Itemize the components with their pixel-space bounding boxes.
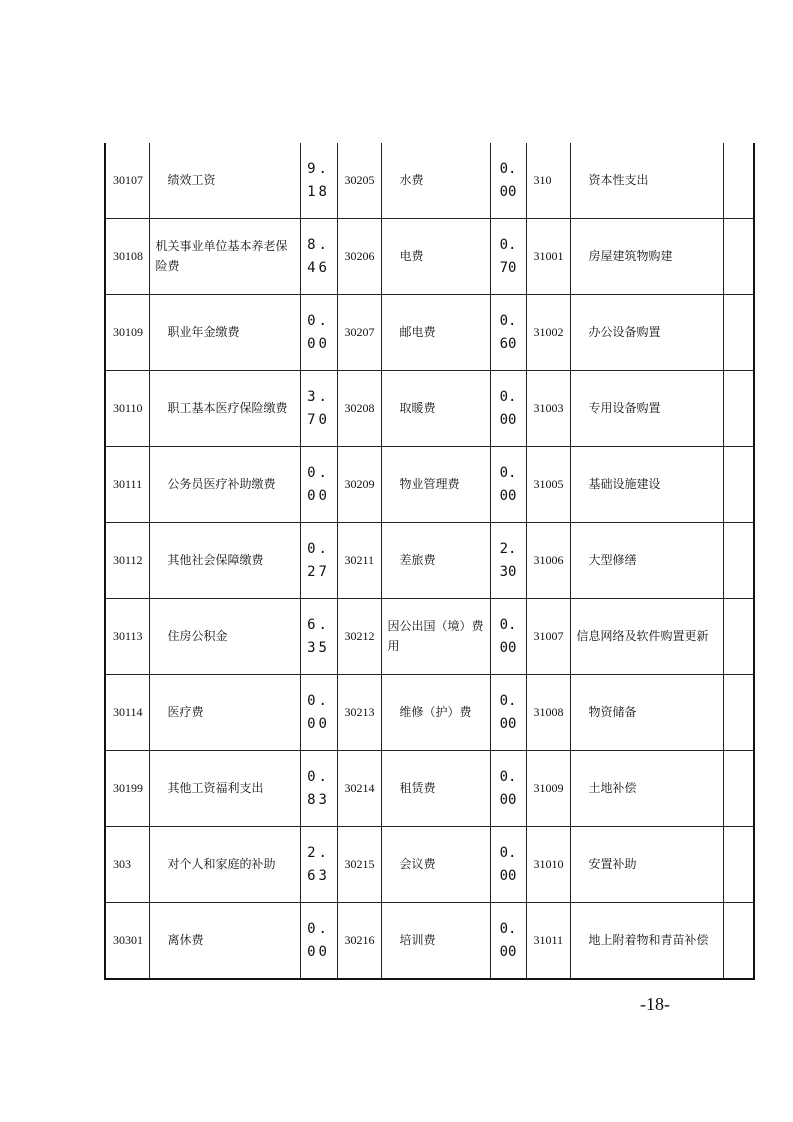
item-name-cell: 培训费 [381,903,490,980]
economic-code-cell: 30216 [337,903,381,980]
amount-cell [300,827,337,903]
expenditure-table [104,143,755,980]
economic-code-cell: 30208 [337,371,381,447]
item-name-cell: 电费 [381,219,490,295]
table-row [105,219,754,295]
amount-cell [300,751,337,827]
amount-value: 6.35 [307,616,330,656]
item-name-cell: 基础设施建设 [570,447,723,523]
economic-code-cell: 303 [105,827,149,903]
economic-code-cell: 30109 [105,295,149,371]
amount-value: 0.00 [499,768,517,808]
item-name-cell: 专用设备购置 [570,371,723,447]
table-row [105,903,754,980]
economic-code-cell: 30199 [105,751,149,827]
economic-code-cell: 31008 [526,675,570,751]
table-row [105,143,754,219]
amount-value: 0.70 [499,236,517,276]
table-row [105,827,754,903]
amount-cell [490,447,526,523]
item-name-cell: 房屋建筑物购建 [570,219,723,295]
item-name-cell: 维修（护）费 [381,675,490,751]
economic-code-cell: 31011 [526,903,570,980]
amount-value: 0.27 [307,540,330,580]
amount-cell-empty [723,599,754,675]
item-name-cell: 职业年金缴费 [149,295,300,371]
item-name-cell: 地上附着物和青苗补偿 [570,903,723,980]
economic-code-cell: 30215 [337,827,381,903]
item-name-cell: 离休费 [149,903,300,980]
amount-value: 0.00 [307,312,330,352]
amount-cell [300,143,337,219]
economic-code-cell: 31007 [526,599,570,675]
amount-value: 0.00 [307,920,330,960]
amount-cell [490,371,526,447]
economic-code-cell: 30212 [337,599,381,675]
economic-code-cell: 30206 [337,219,381,295]
economic-code-cell: 30110 [105,371,149,447]
amount-cell [490,523,526,599]
economic-code-cell: 31006 [526,523,570,599]
table-row [105,675,754,751]
economic-code-cell: 30301 [105,903,149,980]
amount-cell-empty [723,143,754,219]
amount-value: 0.00 [499,844,517,884]
amount-cell [490,903,526,980]
amount-cell [490,295,526,371]
item-name-cell: 职工基本医疗保险缴费 [149,371,300,447]
economic-code-cell: 30209 [337,447,381,523]
amount-value: 0.00 [499,616,517,656]
item-name-cell: 其他工资福利支出 [149,751,300,827]
page-number: -18- [640,994,670,1014]
amount-value: 8.46 [307,236,330,276]
item-name-cell: 资本性支出 [570,143,723,219]
economic-code-cell: 30214 [337,751,381,827]
table-row [105,295,754,371]
economic-code-cell: 30111 [105,447,149,523]
item-name-cell: 会议费 [381,827,490,903]
amount-value: 0.83 [307,768,330,808]
amount-cell [300,599,337,675]
table-row [105,447,754,523]
table-row [105,371,754,447]
amount-value: 2.30 [499,540,517,580]
economic-code-cell: 31005 [526,447,570,523]
amount-cell [490,675,526,751]
economic-code-cell: 30205 [337,143,381,219]
item-name-cell: 水费 [381,143,490,219]
amount-value: 0.00 [499,388,517,428]
item-name-cell: 取暖费 [381,371,490,447]
amount-value: 3.70 [307,388,330,428]
item-name-cell: 邮电费 [381,295,490,371]
economic-code-cell: 31009 [526,751,570,827]
item-name-cell: 其他社会保障缴费 [149,523,300,599]
amount-cell [300,447,337,523]
table-body [105,143,754,979]
amount-cell [490,751,526,827]
economic-code-cell: 30112 [105,523,149,599]
amount-value: 9.18 [307,160,330,200]
amount-cell-empty [723,903,754,980]
amount-cell-empty [723,447,754,523]
amount-cell-empty [723,371,754,447]
table-row [105,599,754,675]
item-name-cell: 办公设备购置 [570,295,723,371]
item-name-cell: 住房公积金 [149,599,300,675]
economic-code-cell: 30207 [337,295,381,371]
amount-cell-empty [723,295,754,371]
amount-cell-empty [723,675,754,751]
item-name-cell: 物资储备 [570,675,723,751]
economic-code-cell: 31003 [526,371,570,447]
amount-cell-empty [723,523,754,599]
table-row [105,523,754,599]
item-name-cell: 公务员医疗补助缴费 [149,447,300,523]
amount-value: 0.00 [307,464,330,504]
amount-value: 0.00 [499,160,517,200]
amount-cell [300,219,337,295]
item-name-cell: 物业管理费 [381,447,490,523]
economic-code-cell: 31002 [526,295,570,371]
amount-cell [300,523,337,599]
amount-value: 0.00 [499,692,517,732]
item-name-cell: 绩效工资 [149,143,300,219]
item-name-cell: 租赁费 [381,751,490,827]
item-name-cell: 医疗费 [149,675,300,751]
amount-cell [300,295,337,371]
amount-cell-empty [723,219,754,295]
amount-value: 2.63 [307,844,330,884]
economic-code-cell: 30114 [105,675,149,751]
economic-code-cell: 30113 [105,599,149,675]
item-name-cell: 信息网络及软件购置更新 [570,599,723,675]
amount-cell [300,675,337,751]
amount-cell [490,143,526,219]
amount-cell [490,599,526,675]
economic-code-cell: 31010 [526,827,570,903]
item-name-cell: 对个人和家庭的补助 [149,827,300,903]
economic-code-cell: 30213 [337,675,381,751]
item-name-cell: 机关事业单位基本养老保险费 [149,219,300,295]
amount-cell [490,219,526,295]
economic-code-cell: 30107 [105,143,149,219]
item-name-cell: 因公出国（境）费用 [381,599,490,675]
economic-code-cell: 31001 [526,219,570,295]
item-name-cell: 大型修缮 [570,523,723,599]
amount-cell-empty [723,827,754,903]
amount-cell [300,903,337,980]
economic-code-cell: 30108 [105,219,149,295]
amount-value: 0.00 [499,464,517,504]
amount-cell [490,827,526,903]
amount-cell-empty [723,751,754,827]
amount-value: 0.60 [499,312,517,352]
item-name-cell: 安置补助 [570,827,723,903]
table-row [105,751,754,827]
economic-code-cell: 30211 [337,523,381,599]
economic-code-cell: 310 [526,143,570,219]
amount-cell [300,371,337,447]
amount-value: 0.00 [499,920,517,960]
item-name-cell: 土地补偿 [570,751,723,827]
amount-value: 0.00 [307,692,330,732]
item-name-cell: 差旅费 [381,523,490,599]
